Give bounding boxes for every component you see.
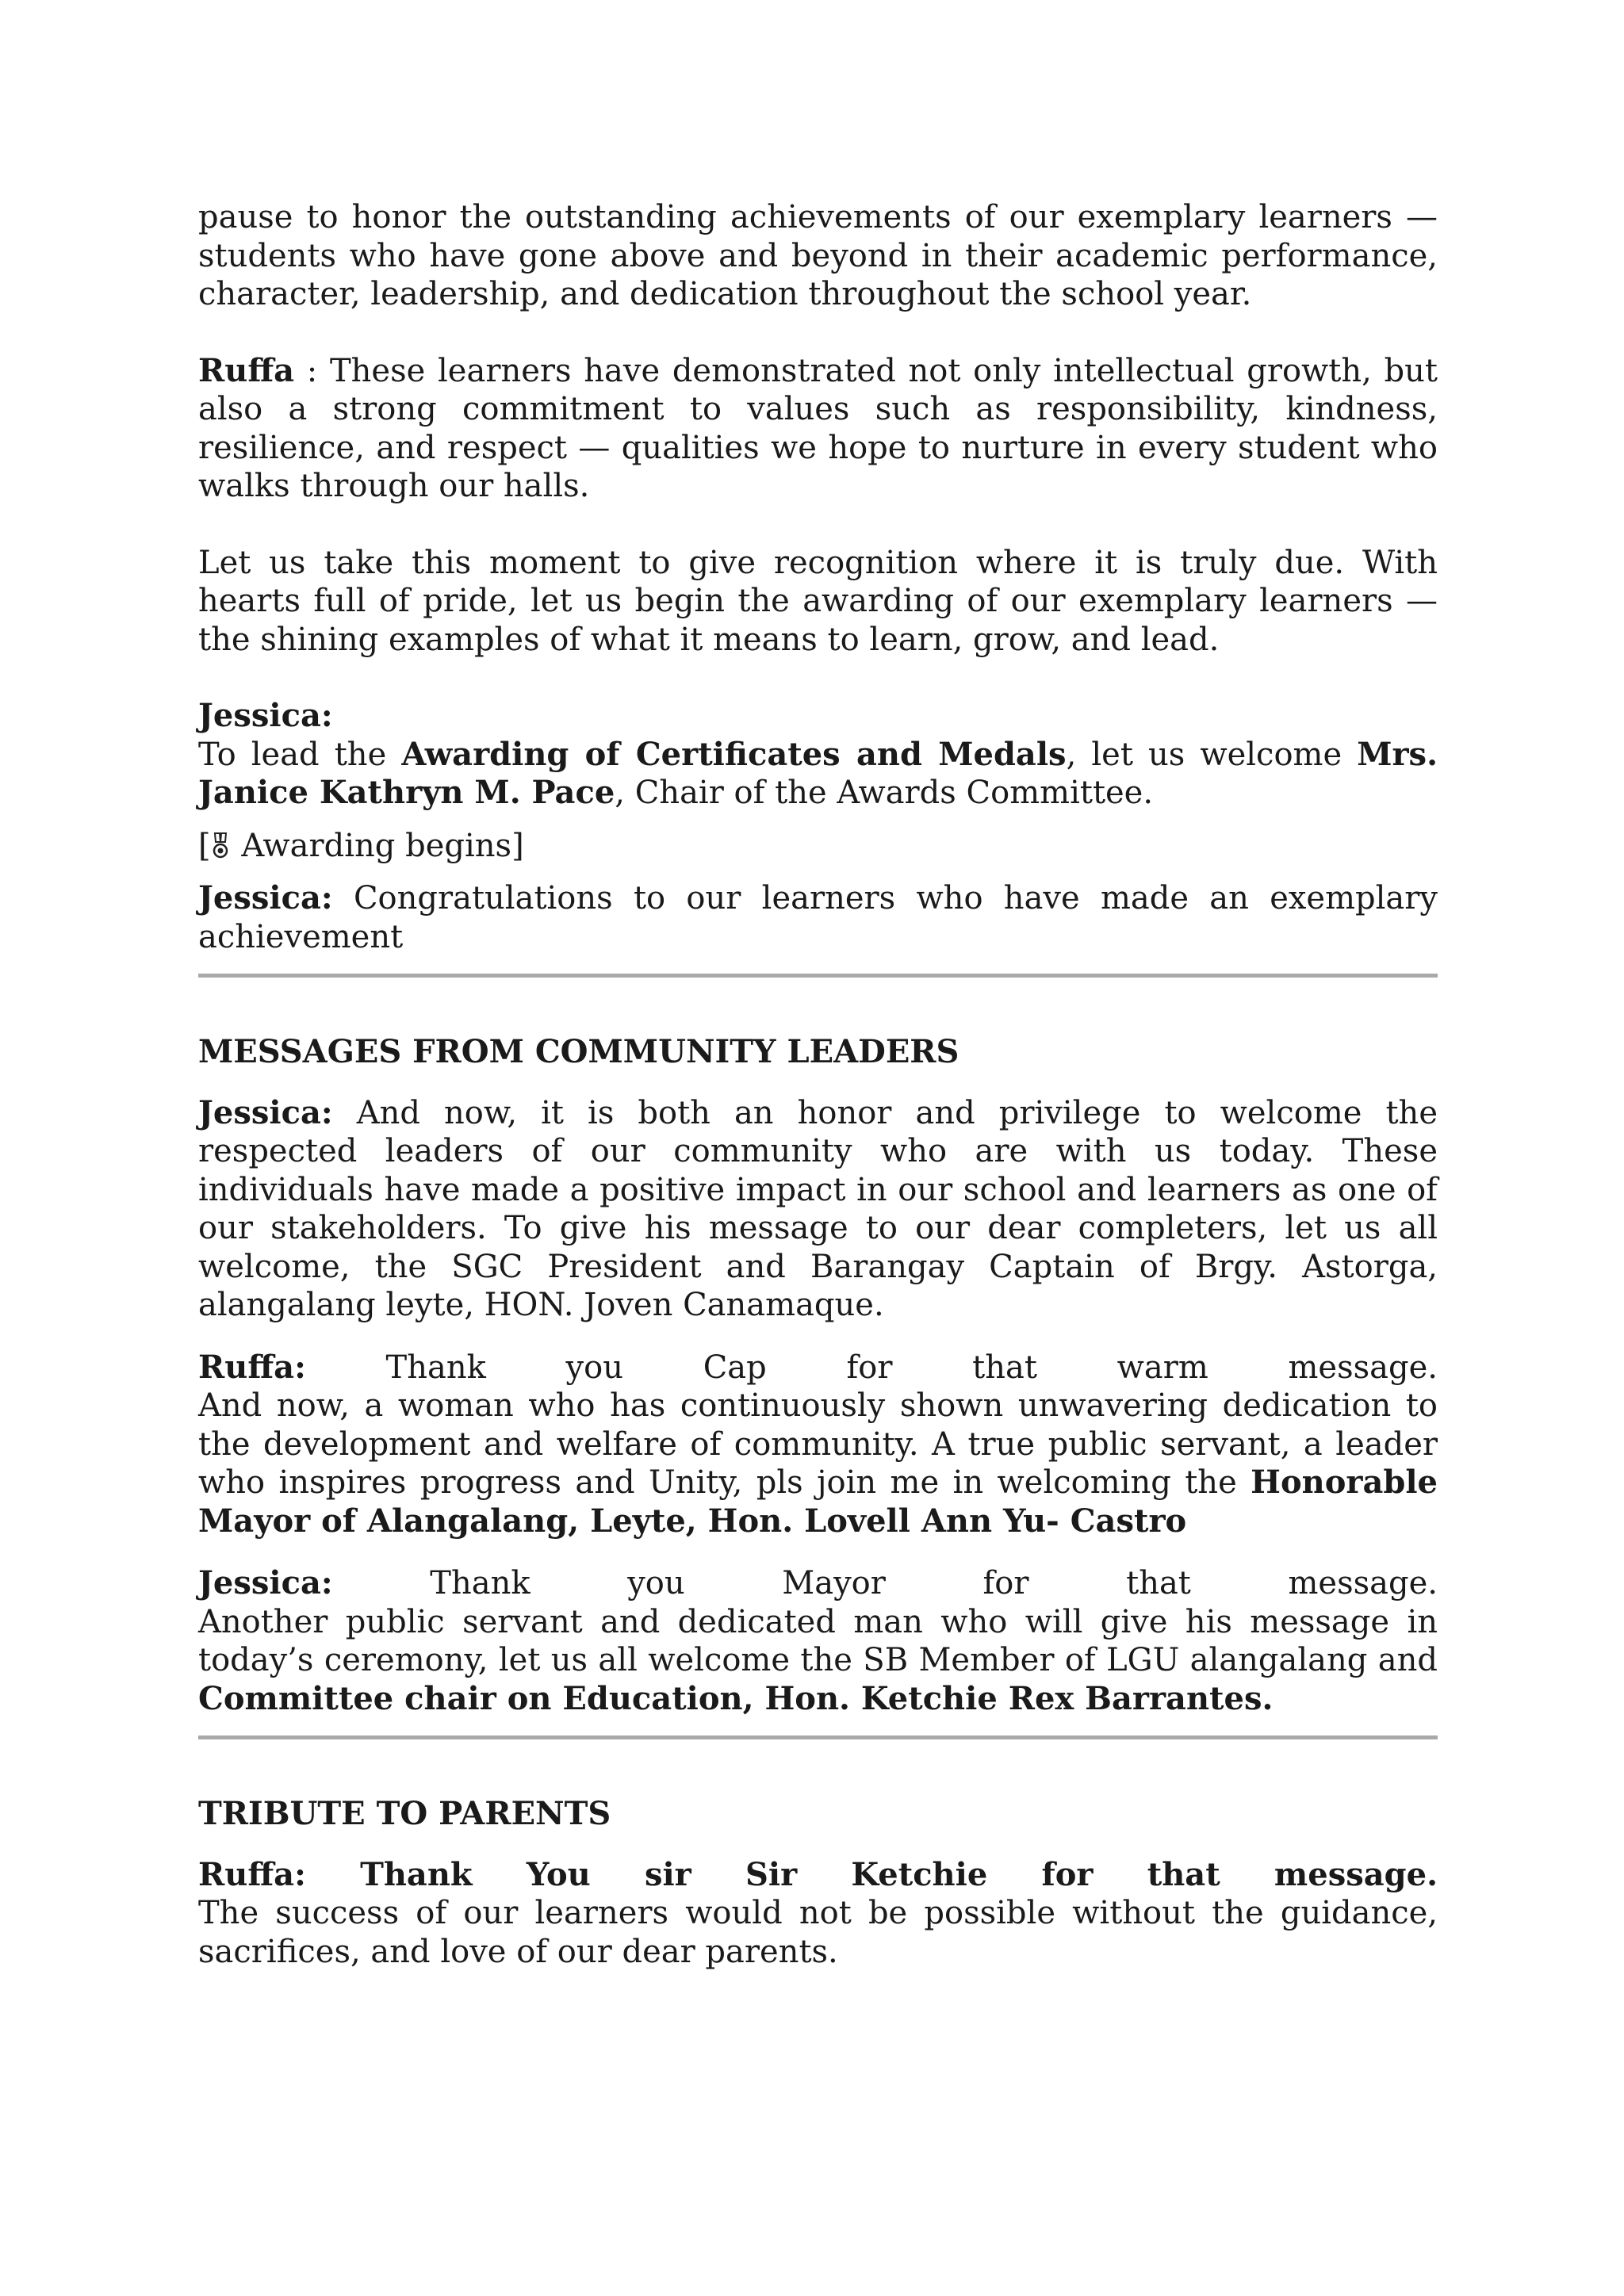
community-paragraph-3: Jessica: Thank you Mayor for that message. Another public servant and dedicated man who will give his message in today’s ceremony, let us all welcome the SB Member of LGU alangalang and Committee chair on Education, Hon. Ketchie Rex Barrantes. [198, 1564, 1438, 1717]
speaker-ruffa: Ruffa [198, 351, 295, 389]
section-divider [198, 1735, 1438, 1739]
community-paragraph-2: Ruffa: Thank you Cap for that warm message. And now, a woman who has continuously shown unwavering dedication to the development and welfare of community. A true public servant, a leader who inspires progress and Unity, pls join me in welcoming the Honorable Mayor of Alangalang, Leyte, Hon. Lovell Ann Yu- Castro [198, 1348, 1438, 1540]
intro-paragraph-3: Let us take this moment to give recognition where it is truly due. With hearts full of pride, let us begin the awarding of our exemplary learners — the shining examples of what it means to learn, grow, and lead. [198, 544, 1438, 658]
section-heading-tribute: TRIBUTE TO PARENTS [198, 1795, 611, 1832]
awards-chair-name: Mrs. Janice Kathryn M. Pace [198, 735, 1438, 811]
community-paragraph-1: Jessica: And now, it is both an honor and privilege to welcome the respected leaders of our community who are with us today. These individuals have made a positive impact in our school and learners as one of our stakeholders. To give his message to our dear completers, let us all welcome, the SGC President and Barangay Captain of Brgy. Astorga, alangalang leyte, HON. Joven Canamaque. [198, 1093, 1438, 1323]
tribute-paragraph: Ruffa: Thank You sir Sir Ketchie for that message. The success of our learners would not be possible without the guidance, sacrifices, and love of our dear parents. [198, 1855, 1438, 1970]
sb-member-name: Committee chair on Education, Hon. Ketchie Rex Barrantes. [198, 1679, 1274, 1717]
medal-icon [213, 832, 228, 859]
intro-paragraph-2 [198, 352, 1438, 506]
intro-paragraph-1: pause to honor the outstanding achievements of our exemplary learners — students who have gone above and beyond in their academic performance, character, leadership, and dedication throughout the school year. [198, 199, 1438, 312]
speaker-jessica-label: Jessica: [198, 697, 333, 734]
section-heading-community-leaders: MESSAGES FROM COMMUNITY LEADERS [198, 1033, 959, 1070]
document-page [198, 198, 1438, 1971]
congratulations-line: Jessica: Congratulations to our learners who have made an exemplary achievement [198, 879, 1438, 955]
section-divider [198, 974, 1438, 978]
stage-direction: [ Awarding begins] [198, 827, 524, 864]
awarding-title: Awarding of Certificates and Medals [401, 735, 1067, 773]
mayor-name: Honorable Mayor of Alangalang, Leyte, Hon. Lovell Ann Yu- Castro [198, 1464, 1438, 1540]
awarding-introduction: To lead the Awarding of Certificates and Medals, let us welcome Mrs. Janice Kathryn M. Pace, Chair of the Awards Committee. [198, 735, 1438, 811]
intro-paragraph-2-text: : These learners have demonstrated not only intellectual growth, but also a strong commitment to values such as responsibility, kindness, resilience, and respect — qualities we hope to nurture in every student who walks through our halls. [198, 352, 1438, 504]
